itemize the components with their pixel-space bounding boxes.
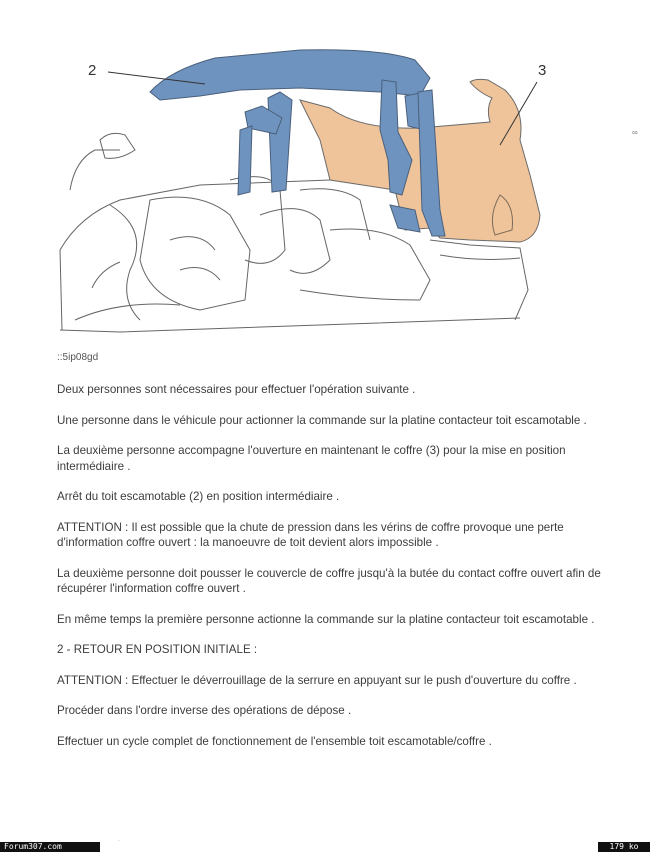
callout-label-trunk: 3 [538,62,547,79]
warning-paragraph: ATTENTION : Effectuer le déverrouillage de la serrure en appuyant sur le push d'ouverture du coffre . [57,673,577,687]
paragraph: Effectuer un cycle complet de fonctionnement de l'ensemble toit escamotable/coffre . [57,734,492,748]
reference-code: ::5ip08gd [57,352,99,363]
section-heading: 2 - RETOUR EN POSITION INITIALE : [57,643,258,656]
convertible-roof-diagram [0,0,650,345]
paragraph: Procéder dans l'ordre inverse des opérations de dépose . [57,704,352,717]
footer-file-size: 179 ko [598,842,650,852]
paragraph: Une personne dans le véhicule pour actionner la commande sur la platine contacteur toit escamotable . [57,413,587,427]
instruction-text [57,352,617,764]
warning-paragraph: ATTENTION : Il est possible que la chute de pression dans les vérins de coffre provoque une perte d'information coffre ouvert : la manoeuvre de toit devient alors impossible . [57,520,564,549]
footer-site-label: Forum307.com [0,842,100,852]
paragraph: En même temps la première personne actionne la commande sur la platine contacteur toit escamotable . [57,612,595,626]
svg-text:∞: ∞ [632,128,638,137]
paragraph: Arrêt du toit escamotable (2) en position intermédiaire . [57,490,340,503]
paragraph: La deuxième personne doit pousser le couvercle de coffre jusqu'à la butée du contact coffre ouvert afin de récupérer l'information coffre ouvert . [57,566,601,595]
paragraph: Deux personnes sont nécessaires pour effectuer l'opération suivante . [57,383,416,396]
diagram-figure [0,0,650,345]
scan-mark: · [118,838,120,844]
callout-label-roof: 2 [88,62,97,79]
paragraph: La deuxième personne accompagne l'ouverture en maintenant le coffre (3) pour la mise en position intermédiaire . [57,444,566,473]
